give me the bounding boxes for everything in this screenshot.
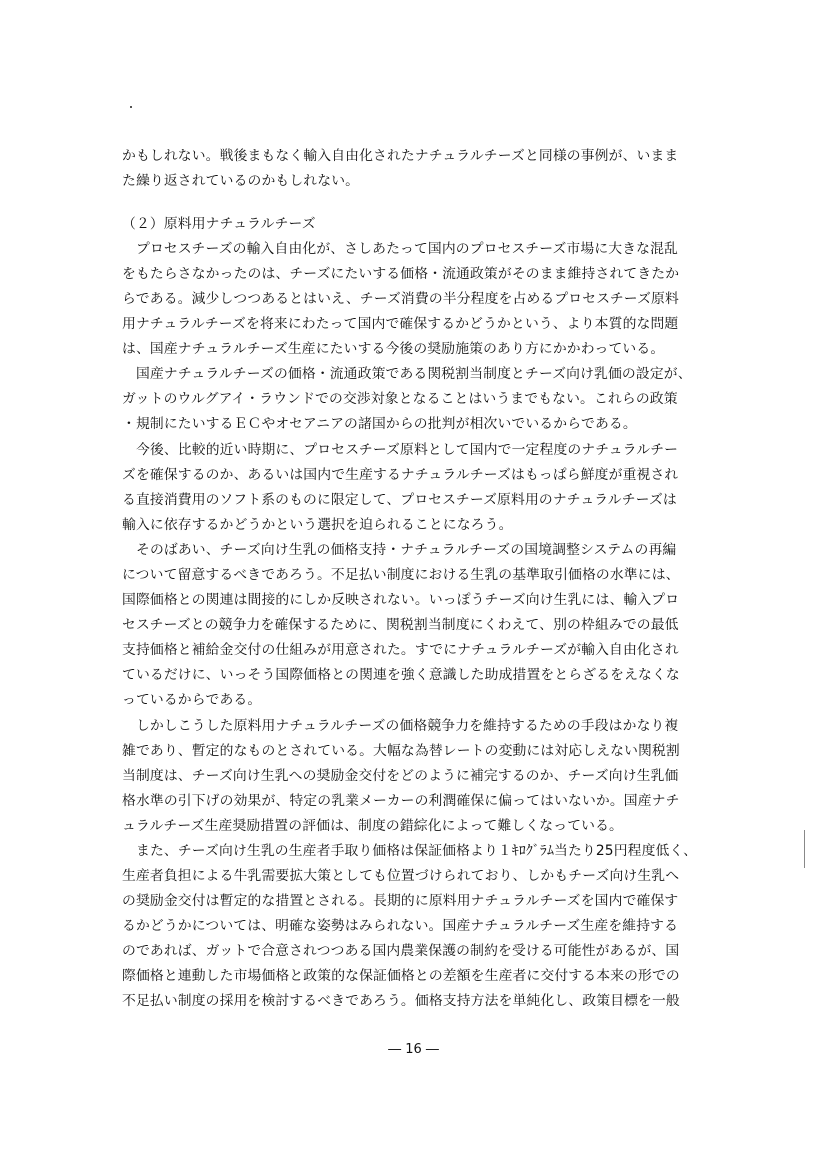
text-line: 国際価格との関連は間接的にしか反映されない。いっぽうチーズ向け生乳には、輸入プロ	[122, 592, 680, 609]
text-line: 際価格と連動した市場価格と政策的な保証価格との差額を生産者に交付する本来の形での	[122, 968, 680, 985]
margin-mark	[804, 830, 805, 868]
text-line: らである。減少しつつあるとはいえ、チーズ消費の半分程度を占めるプロセスチーズ原料	[122, 291, 679, 307]
text-line: について留意するべきであろう。不足払い制度における生乳の基準取引価格の水準には、	[122, 566, 680, 583]
section-heading: （２）原料用ナチュラルチーズ	[122, 215, 316, 232]
text-line: るかどうかについては、明確な姿勢はみられない。国産ナチュラルチーズ生産を維持する	[122, 918, 679, 935]
text-line: をもたらさなかったのは、チーズにたいする価格・流通政策がそのまま維持されてきたか	[122, 265, 680, 282]
text-line: 輸入に依存するかどうかという選択を迫られることになろう。	[122, 516, 513, 533]
text-line: セスチーズとの競争力を確保するために、関税割当制度にくわえて、別の枠組みでの最低	[122, 617, 679, 634]
text-line: 用ナチュラルチーズを将来にわたって国内で確保するかどうかという、より本質的な問題	[122, 316, 679, 333]
text-line: る直接消費用のソフト系のものに限定して、プロセスチーズ原料用のナチュラルチーズは	[122, 491, 677, 508]
text-line: しかしこうした原料用ナチュラルチーズの価格競争力を維持するための手段はかなり複	[136, 717, 679, 734]
text-line: 今後、比較的近い時期に、プロセスチーズ原料として国内で一定程度のナチュラルチー	[136, 441, 679, 458]
text-line: 格水準の引下げの効果が、特定の乳業メーカーの利潤確保に偏ってはいないか。国産ナチ	[122, 792, 680, 809]
text-line: 国産ナチュラルチーズの価格・流通政策である関税割当制度とチーズ向け乳価の設定が、	[136, 366, 692, 383]
text-line: っているからである。	[122, 692, 262, 709]
text-line: そのばあい、チーズ向け生乳の価格支持・ナチュラルチーズの国境調整システムの再編	[136, 541, 677, 558]
text-line: の奨励金交付は暫定的な措置とされる。長期的に原料用ナチュラルチーズを国内で確保す	[122, 893, 679, 910]
text-line: プロセスチーズの輸入自由化が、さしあたって国内のプロセスチーズ市場に大きな混乱	[136, 240, 678, 257]
text-line: ズを確保するのか、あるいは国内で生産するナチュラルチーズはもっぱら鮮度が重視され	[122, 466, 679, 483]
text-line: 不足払い制度の採用を検討するべきであろう。価格支持方法を単純化し、政策目標を一般	[122, 993, 680, 1010]
text-line: 雑であり、暫定的なものとされている。大幅な為替レートの変動には対応しえない関税割	[122, 742, 680, 759]
text-line: 支持価格と補給金交付の仕組みが用意された。すでにナチュラルチーズが輸入自由化され	[122, 642, 679, 659]
text-line: ガットのウルグアイ・ラウンドでの交渉対象となることはいうまでもない。これらの政策	[122, 391, 678, 408]
text-line: ュラルチーズ生産奨励措置の評価は、制度の錯綜化によって難しくなっている。	[122, 817, 623, 834]
text-line: かもしれない。戦後まもなく輸入自由化されたナチュラルチーズと同様の事例が、いまま	[122, 148, 679, 164]
text-line: は、国産ナチュラルチーズ生産にたいする今後の奨励施策のあり方にかかわっている。	[122, 341, 665, 358]
text-line: ・規制にたいするＥＣやオセアニアの諸国からの批判が相次いでいるからである。	[122, 416, 637, 433]
scan-speck	[130, 106, 132, 108]
text-line: た繰り返されているのかもしれない。	[122, 173, 360, 190]
text-line: 生産者負担による牛乳需要拡大策としても位置づけられており、しかもチーズ向け生乳へ	[122, 868, 680, 885]
text-line: また、チーズ向け生乳の生産者手取り価格は保証価格より１ｷﾛｸﾞﾗﾑ当たり25円程度低く、	[136, 842, 698, 859]
text-line: のであれば、ガットで合意されつつある国内農業保護の制約を受ける可能性があるが、国	[122, 943, 680, 960]
text-line: 当制度は、チーズ向け生乳への奨励金交付をどのように補完するのか、チーズ向け生乳価	[122, 767, 679, 784]
text-line: ているだけに、いっそう国際価格との関連を強く意識した助成措置をとらざるをえなくな	[122, 667, 680, 684]
page-number: ― 16 ―	[388, 1042, 439, 1057]
